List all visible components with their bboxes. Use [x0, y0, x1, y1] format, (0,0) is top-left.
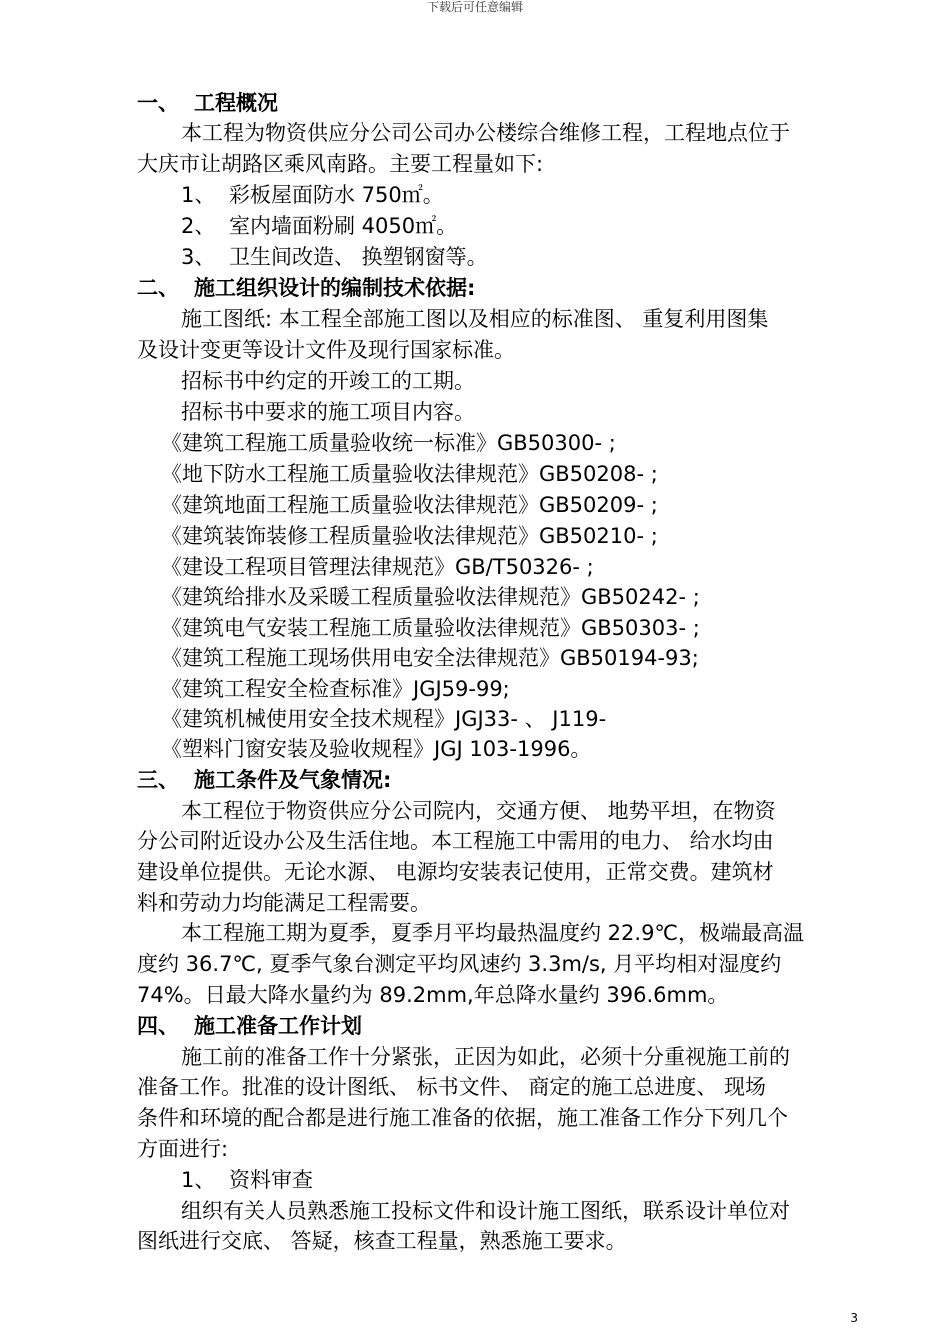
list-item-text: 彩板屋面防水 750㎡。 — [229, 183, 444, 207]
section-3-heading — [137, 765, 391, 795]
section-1-number: 一、 — [137, 91, 179, 115]
paragraph-line: 施工前的准备工作十分紧张，正因为如此，必须十分重视施工前的 — [181, 1045, 790, 1069]
paragraph-line: 准备工作。批准的设计图纸、 标书文件、 商定的施工总进度、 现场 — [137, 1075, 767, 1099]
list-item — [181, 242, 488, 272]
standard-item: 《塑料门窗安装及验收规程》JGJ 103-1996。 — [161, 737, 592, 761]
list-item-text: 室内墙面粉刷 4050㎡。 — [229, 214, 458, 238]
standard-item: 《建筑工程安全检查标准》JGJ59-99; — [161, 677, 510, 701]
section-1-title: 工程概况 — [194, 91, 278, 115]
paragraph-line: 施工图纸: 本工程全部施工图以及相应的标准图、 重复利用图集 — [181, 307, 769, 331]
page-header: 下载后可任意编辑 — [426, 0, 523, 14]
section-4-heading — [137, 1011, 362, 1041]
list-item-text: 资料审查 — [229, 1168, 313, 1192]
paragraph-line: 组织有关人员熟悉施工投标文件和设计施工图纸，联系设计单位对 — [181, 1199, 790, 1223]
section-3-number: 三、 — [137, 768, 179, 792]
list-item-text: 卫生间改造、 换塑钢窗等。 — [229, 245, 488, 269]
section-1-heading — [137, 88, 278, 118]
standard-item: 《建筑给排水及采暖工程质量验收法律规范》GB50242- ; — [161, 585, 700, 609]
paragraph-line: 分公司附近设办公及生活住地。本工程施工中需用的电力、 给水均由 — [137, 829, 774, 853]
standard-item: 《建筑地面工程施工质量验收法律规范》GB50209- ; — [161, 493, 658, 517]
standard-item: 《建筑工程施工质量验收统一标准》GB50300- ; — [161, 431, 616, 455]
standard-item: 《地下防水工程施工质量验收法律规范》GB50208- ; — [161, 462, 658, 486]
paragraph-line: 招标书中要求的施工项目内容。 — [181, 400, 475, 424]
section-2-heading — [137, 273, 475, 303]
list-item-number: 1、 — [181, 183, 216, 207]
list-item — [181, 211, 457, 241]
section-4-title: 施工准备工作计划 — [194, 1014, 362, 1038]
page-number: 3 — [850, 1311, 858, 1325]
list-item — [181, 180, 444, 210]
section-4-number: 四、 — [137, 1014, 179, 1038]
paragraph-line: 条件和环境的配合都是进行施工准备的依据，施工准备工作分下列几个 — [137, 1106, 788, 1130]
paragraph-line: 图纸进行交底、 答疑，核查工程量，熟悉施工要求。 — [137, 1229, 627, 1253]
section-3-title: 施工条件及气象情况: — [194, 768, 392, 792]
section-2-title: 施工组织设计的编制技术依据: — [194, 276, 476, 300]
list-item-number: 3、 — [181, 245, 216, 269]
paragraph-line: 度约 36.7℃, 夏季气象台测定平均风速约 3.3m/s, 月平均相对湿度约 — [137, 952, 782, 976]
standard-item: 《建设工程项目管理法律规范》GB/T50326- ; — [161, 555, 594, 579]
paragraph-line: 本工程为物资供应分公司公司办公楼综合维修工程，工程地点位于 — [181, 121, 790, 145]
paragraph-line: 74%。日最大降水量约为 89.2mm,年总降水量约 396.6mm。 — [137, 983, 729, 1007]
standard-item: 《建筑装饰装修工程质量验收法律规范》GB50210- ; — [161, 524, 658, 548]
standard-item: 《建筑机械使用安全技术规程》JGJ33- 、 J119- — [161, 707, 607, 731]
list-item-number: 2、 — [181, 214, 216, 238]
paragraph-line: 招标书中约定的开竣工的工期。 — [181, 369, 475, 393]
standard-item: 《建筑工程施工现场供用电安全法律规范》GB50194-93; — [161, 646, 699, 670]
section-2-number: 二、 — [137, 276, 179, 300]
list-item-number: 1、 — [181, 1168, 216, 1192]
paragraph-line: 建设单位提供。无论水源、 电源均安装表记使用，正常交费。建筑材 — [137, 860, 774, 884]
list-item — [181, 1165, 313, 1195]
paragraph-line: 本工程施工期为夏季，夏季月平均最热温度约 22.9℃，极端最高温 — [181, 921, 805, 945]
paragraph-line: 及设计变更等设计文件及现行国家标准。 — [137, 338, 515, 362]
paragraph-line: 方面进行: — [137, 1137, 229, 1161]
paragraph-line: 本工程位于物资供应分公司院内，交通方便、 地势平坦，在物资 — [181, 799, 776, 823]
paragraph-line: 大庆市让胡路区乘风南路。主要工程量如下: — [137, 152, 544, 176]
standard-item: 《建筑电气安装工程施工质量验收法律规范》GB50303- ; — [161, 616, 700, 640]
paragraph-line: 料和劳动力均能满足工程需要。 — [137, 891, 431, 915]
